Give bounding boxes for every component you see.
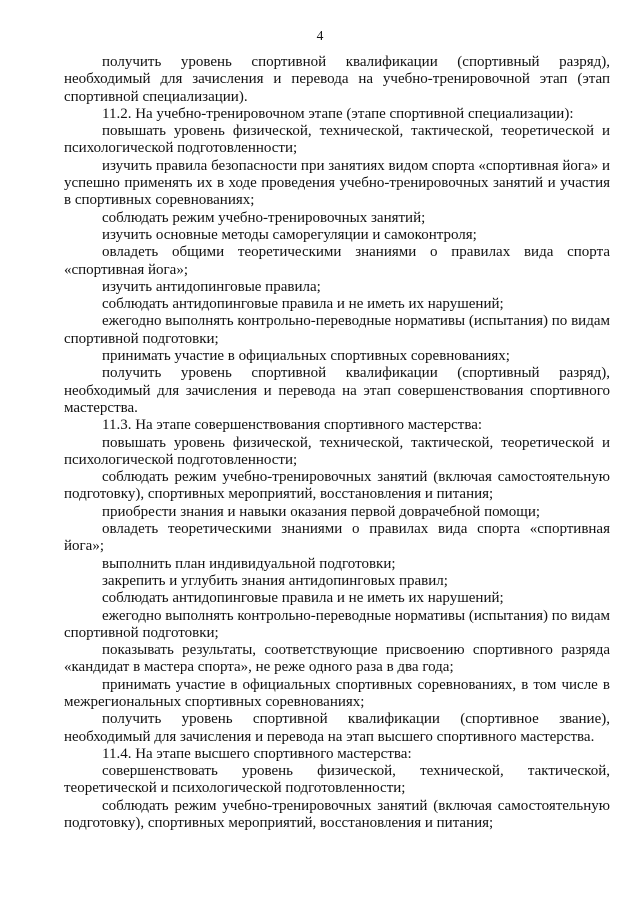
paragraph: совершенствовать уровень физической, технической, тактической, теоретической и психологической подготовленности;	[64, 763, 610, 797]
paragraph: получить уровень спортивной квалификации (спортивное звание), необходимый для зачисления и перевода на этап высшего спортивного мастерства.	[64, 711, 610, 745]
document-body	[64, 54, 610, 832]
paragraph: повышать уровень физической, технической, тактической, теоретической и психологической подготовленности;	[64, 434, 610, 468]
paragraph: изучить антидопинговые правила;	[102, 278, 321, 295]
paragraph: соблюдать режим учебно-тренировочных занятий;	[102, 209, 426, 226]
paragraph: принимать участие в официальных спортивных соревнованиях;	[102, 348, 510, 365]
paragraph: овладеть общими теоретическими знаниями о правилах вида спорта «спортивная йога»;	[64, 244, 610, 278]
paragraph: принимать участие в официальных спортивных соревнованиях, в том числе в межрегиональных спортивных соревнованиях;	[64, 676, 610, 710]
paragraph: приобрести знания и навыки оказания первой доврачебной помощи;	[102, 503, 541, 520]
paragraph: получить уровень спортивной квалификации (спортивный разряд), необходимый для зачисления и перевода на учебно-тренировочной этап (этап спортивной специализации).	[64, 54, 610, 105]
paragraph: соблюдать антидопинговые правила и не иметь их нарушений;	[102, 590, 504, 607]
paragraph: соблюдать антидопинговые правила и не иметь их нарушений;	[102, 296, 504, 313]
paragraph: повышать уровень физической, технической, тактической, теоретической и психологической подготовленности;	[64, 123, 610, 157]
paragraph: получить уровень спортивной квалификации (спортивный разряд), необходимый для зачисления и перевода на этап совершенствования спортивного мастерства.	[64, 365, 610, 416]
section-heading-11-4: 11.4. На этапе высшего спортивного мастерства:	[102, 745, 412, 762]
paragraph: изучить основные методы саморегуляции и самоконтроля;	[102, 226, 477, 243]
section-heading-11-3: 11.3. На этапе совершенствования спортивного мастерства:	[102, 417, 483, 434]
paragraph: изучить правила безопасности при занятиях видом спорта «спортивная йога» и успешно применять их в ходе проведения учебно-тренировочных занятий и участия в спортивных соревнованиях;	[64, 157, 610, 209]
paragraph: овладеть теоретическими знаниями о правилах вида спорта «спортивная йога»;	[64, 521, 610, 555]
paragraph: закрепить и углубить знания антидопинговых правил;	[102, 572, 448, 589]
paragraph: ежегодно выполнять контрольно-переводные нормативы (испытания) по видам спортивной подготовки;	[64, 607, 610, 641]
paragraph: показывать результаты, соответствующие присвоению спортивного разряда «кандидат в мастера спорта», не реже одного раза в два года;	[64, 642, 610, 676]
paragraph: соблюдать режим учебно-тренировочных занятий (включая самостоятельную подготовку), спортивных мероприятий, восстановления и питания;	[64, 797, 610, 832]
paragraph: соблюдать режим учебно-тренировочных занятий (включая самостоятельную подготовку), спортивных мероприятий, восстановления и питания;	[64, 469, 610, 503]
paragraph: выполнить план индивидуальной подготовки;	[102, 555, 396, 572]
section-heading-11-2: 11.2. На учебно-тренировочном этапе (этапе спортивной специализации):	[102, 105, 574, 122]
paragraph: ежегодно выполнять контрольно-переводные нормативы (испытания) по видам спортивной подготовки;	[64, 313, 610, 347]
page-number: 4	[316, 28, 324, 43]
